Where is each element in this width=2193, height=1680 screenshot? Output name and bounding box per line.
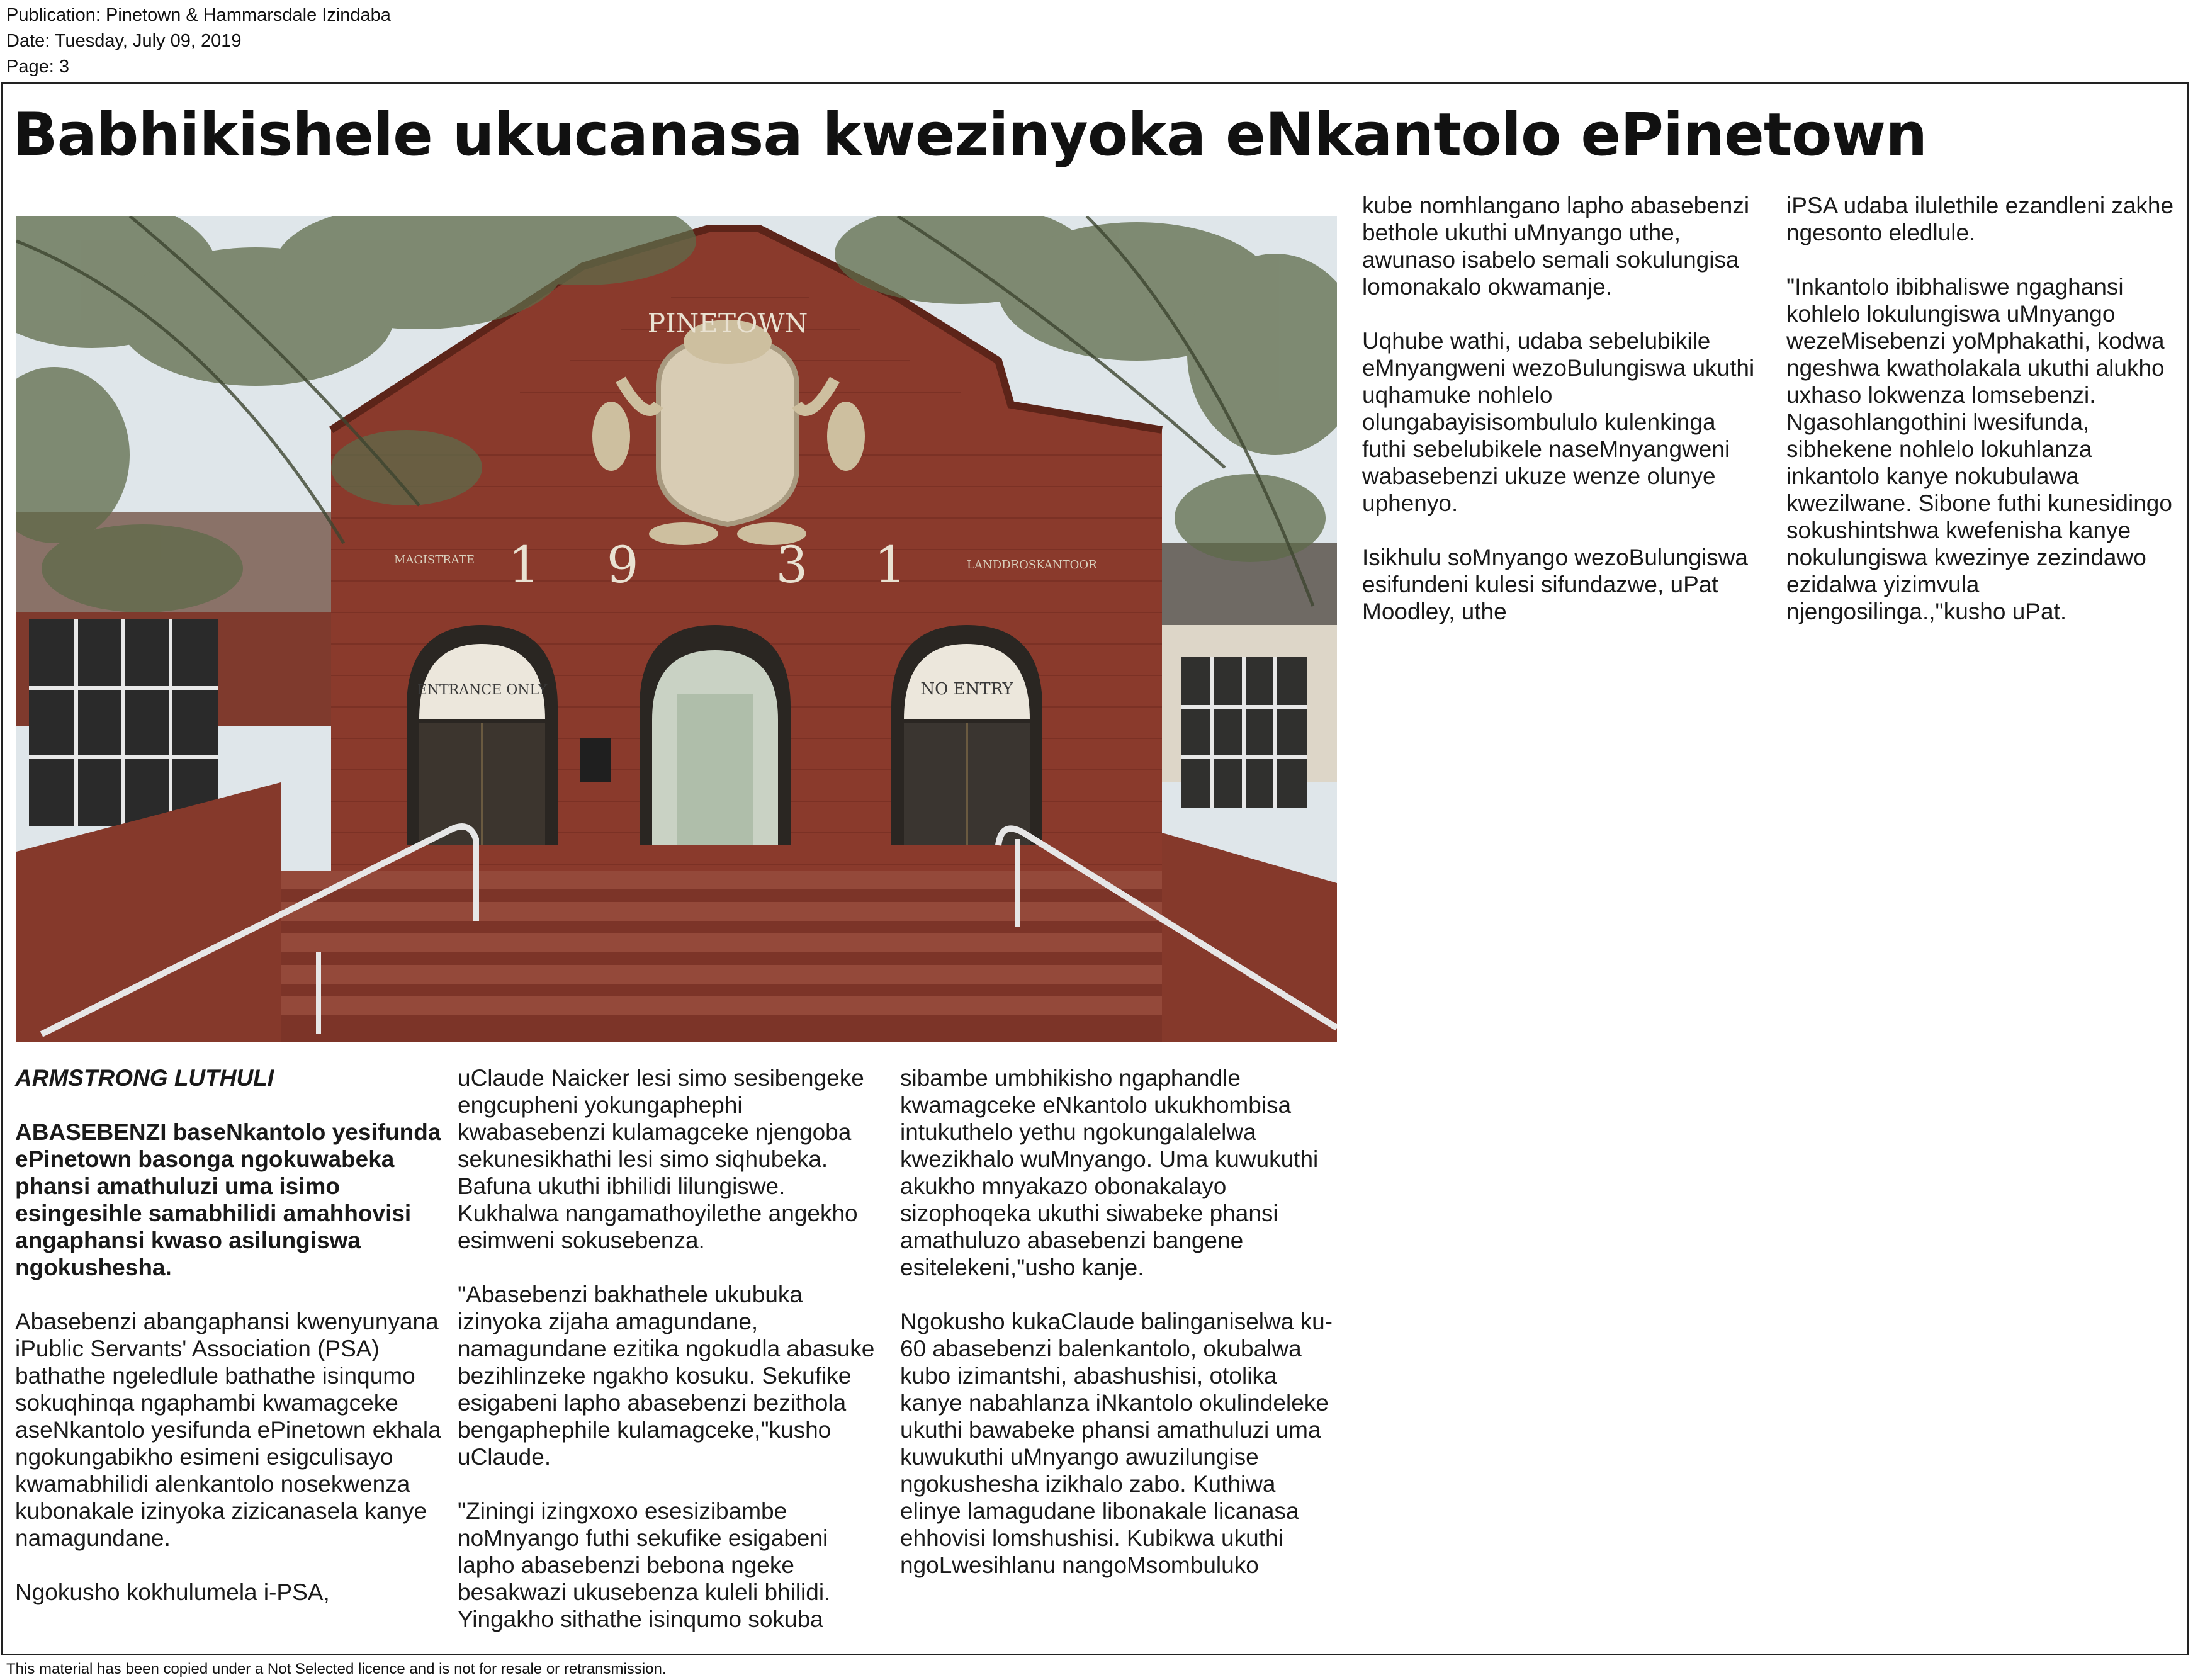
article-paragraph: "Ziningi izingxoxo esesizibambe noMnyango futhi sekufike esigabeni lapho abasebenzi bebona ngeke besakwazi ukusebenza kuleli bhilidi. Yingakho sithathe isinqumo sokuba (458, 1498, 831, 1632)
landdroskantoor-sign-text: LANDDROSKANTOOR (967, 558, 1097, 572)
article-paragraph: iPSA udaba ilulethile ezandleni zakhe ngesonto eledlule. (1786, 193, 2174, 245)
article-paragraph: Abasebenzi abangaphansi kwenyunyana iPublic Servants' Association (PSA) bathathe ngeledlule bathathe isinqumo sokuqhinqa ngaphambi kwamagceke aseNkantolo yesifunda ePinetown ekhala ngokungabikho esimeni esigculisayo kwamabhilidi alenkantolo nosekwenza kubonakale izinyoka zizicanasela kanye namagundane. (15, 1309, 441, 1551)
article-lede: ABASEBENZI baseNkantolo yesifunda ePinetown basonga ngokuwabeka phansi amathuluzi uma isimo esingesihle samabhilidi amahhovisi angaphansi kwaso asilungiswa ngokushesha. (15, 1119, 441, 1280)
publication-meta (6, 3, 391, 80)
article-column-1 (15, 1064, 443, 1633)
page-number: Page: 3 (6, 57, 69, 77)
article-column-5 (1786, 192, 2177, 652)
article-paragraph: sibambe umbhikisho ngaphandle kwamagceke eNkantolo ukukhombisa intukuthelo yethu ngokungalalelwa kwezikhalo wuMnyango. Uma kuwukuthi akukho mnyakazo obonakalayo sizophoqeka ukuthi siwabeke phansi amathuluzo abasebenzi bangene esitelekeni,"usho kanje. (900, 1065, 1319, 1280)
article-column-4 (1362, 192, 1765, 652)
year-right-text: 3 1 (775, 536, 932, 594)
no-entry-sign-text: NO ENTRY (920, 680, 1013, 699)
publication-date: Date: Tuesday, July 09, 2019 (6, 31, 242, 51)
article-paragraph: Uqhube wathi, udaba sebelubikile eMnyangweni wezoBulungiswa ukuthi uqhamuke nohlelo olungabayisisombululo kulenkinga futhi sebelubikele naseMnyangweni wabasebenzi ukuze wenze olunye uphenyo. (1362, 328, 1755, 516)
magistrate-sign-text: MAGISTRATE (394, 553, 475, 567)
entrance-sign-text: ENTRANCE ONLY (417, 682, 548, 698)
article-headline: Babhikishele ukucanasa kwezinyoka eNkantolo ePinetown (13, 101, 1927, 169)
article-paragraph: Ngokusho kokhulumela i-PSA, (15, 1579, 330, 1605)
building-name-text: PINETOWN (647, 308, 808, 339)
year-left-text: 1 9 (508, 536, 664, 594)
licence-footer: This material has been copied under a Not Selected licence and is not for resale or retransmission. (6, 1660, 667, 1677)
article-column-3 (900, 1064, 1334, 1606)
article-column-2 (458, 1064, 886, 1660)
courthouse-photo (16, 216, 1337, 1042)
article-paragraph: Isikhulu soMnyango wezoBulungiswa esifundeni kulesi sifundazwe, uPat Moodley, uthe (1362, 544, 1748, 624)
article-paragraph: Ngokusho kukaClaude balinganiselwa ku-60 abasebenzi balenkantolo, okubalwa kubo izimantshi, abashushisi, otolika kanye nabahlanza iNkantolo okulindeleke ukuthi bawabeke phansi amathuluzi uma kuwukuthi uMnyango awuzilungise ngokushesha izikhalo zabo. Kuthiwa elinye lamagudane libonakale licanasa ehhovisi lomshushisi. Kubikwa ukuthi ngoLwesihlanu nangoMsombuluko (900, 1309, 1333, 1578)
publication-name: Publication: Pinetown & Hammarsdale Izindaba (6, 5, 391, 25)
article-paragraph: kube nomhlangano lapho abasebenzi bethole ukuthi uMnyango uthe, awunaso isabelo semali sokulungisa lomonakalo okwamanje. (1362, 193, 1750, 300)
article-paragraph: "Inkantolo ibibhaliswe ngaghansi kohlelo lokulungiswa uMnyango wezeMisebenzi yoMphakathi, kodwa ngeshwa kwatholakala ukuthi alukho uxhaso lokwenza lomsebenzi. Ngasohlangothini lwesifunda, sibhekene nohlelo lokuhlanza inkantolo kanye nokubulawa kwezilwane. Sibone futhi kunesidingo sokushintshwa kwefenisha kanye nokulungiswa kwezinye zezindawo ezidalwa yizimvula njengosilinga.,"kusho uPat. (1786, 274, 2172, 624)
article-byline: ARMSTRONG LUTHULI (15, 1065, 274, 1091)
article-paragraph: "Abasebenzi bakhathele ukubuka izinyoka zijaha amagundane, namagundane ezitika ngokudla abasuke bezihlinzeke ngakho kosuku. Sekufike esigabeni lapho abasebenzi bezithola bengaphephile kulamagceke,"kusho uClaude. (458, 1282, 875, 1470)
article-paragraph: uClaude Naicker lesi simo sesibengeke engcupheni yokungaphephi kwabasebenzi kulamagceke njengoba sekunesikhathi lesi simo siqhubeka. Bafuna ukuthi ibhilidi lilungiswe. Kukhalwa nangamathoyilethe angekho esimweni sokusebenza. (458, 1065, 864, 1253)
